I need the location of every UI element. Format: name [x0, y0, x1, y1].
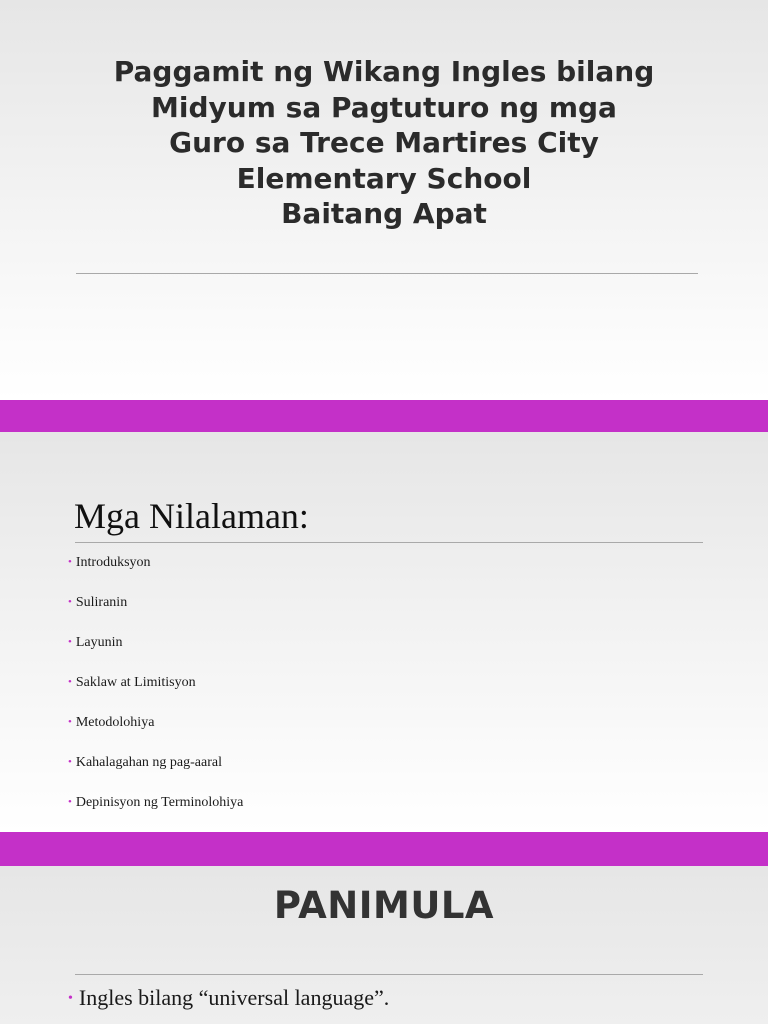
slide-separator-band — [0, 832, 768, 866]
list-item — [68, 672, 243, 712]
list-item-label: Saklaw at Limitisyon — [75, 675, 196, 690]
list-item-label: Metodolohiya — [75, 715, 155, 730]
bullet-dot-icon: • — [68, 636, 72, 648]
bullet-dot-icon: • — [68, 796, 72, 808]
list-item — [68, 592, 243, 632]
list-item-label: Introduksyon — [75, 555, 151, 570]
title-line: Midyum sa Pagtuturo ng mga — [151, 90, 617, 124]
title-line: Paggamit ng Wikang Ingles bilang — [113, 55, 655, 88]
bullet-dot-icon: • — [68, 556, 72, 568]
bullet-dot-icon: • — [68, 716, 72, 728]
slide-panimula — [0, 866, 768, 1024]
title-line: Guro sa Trece Martires City — [169, 126, 599, 159]
list-item-label: Depinisyon ng Terminolohiya — [75, 795, 244, 810]
list-item-label: Layunin — [75, 635, 123, 650]
list-item — [68, 792, 243, 832]
slide-contents — [0, 432, 768, 832]
contents-divider — [75, 542, 703, 543]
slide-title — [0, 0, 768, 400]
title-divider — [76, 273, 698, 274]
contents-heading: Mga Nilalaman: — [74, 496, 309, 536]
title-line: Elementary School — [236, 161, 532, 195]
panimula-bullet-text: Ingles bilang “universal language”. — [78, 985, 390, 1010]
list-item-label: Suliranin — [75, 595, 128, 610]
bullet-dot-icon: • — [68, 991, 73, 1006]
list-item — [68, 632, 243, 672]
list-item — [68, 752, 243, 792]
panimula-title: PANIMULA — [273, 884, 495, 927]
panimula-bullet — [68, 984, 389, 1016]
contents-list — [68, 552, 243, 832]
bullet-dot-icon: • — [68, 756, 72, 768]
list-item-label: Kahalagahan ng pag-aaral — [75, 755, 222, 770]
slide-title-heading — [40, 54, 728, 232]
panimula-divider — [75, 974, 703, 975]
slide-separator-band — [0, 400, 768, 432]
title-line: Baitang Apat — [281, 197, 487, 230]
list-item — [68, 552, 243, 592]
list-item — [68, 712, 243, 752]
bullet-dot-icon: • — [68, 596, 72, 608]
bullet-dot-icon: • — [68, 676, 72, 688]
